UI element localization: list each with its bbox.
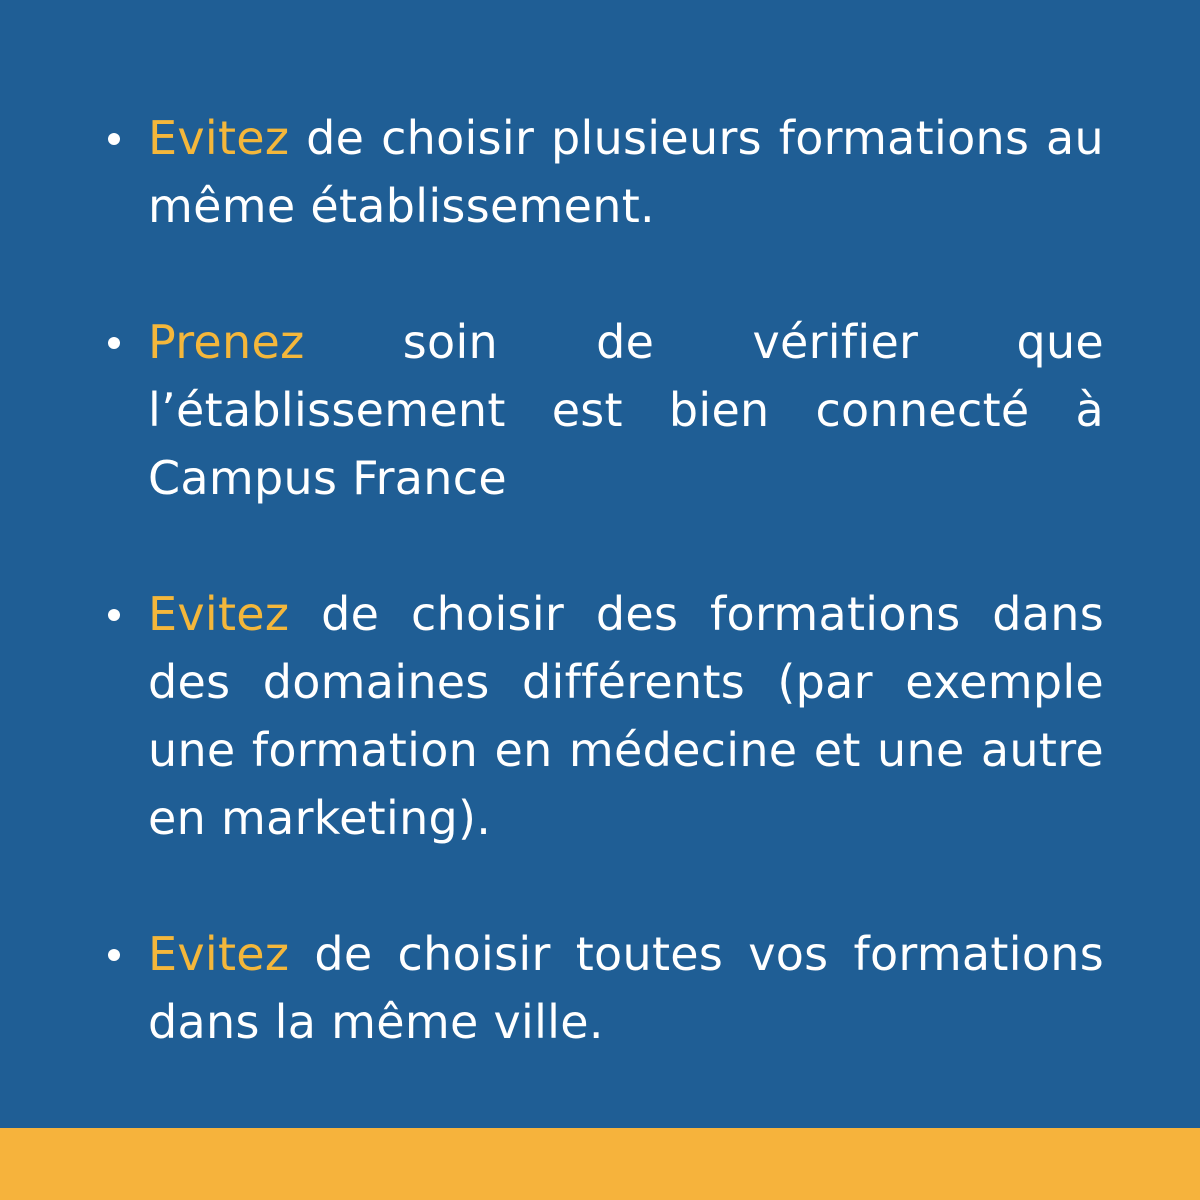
tip-highlight: Prenez [148, 315, 305, 369]
bullet-icon [108, 609, 120, 621]
tips-list [108, 104, 1104, 1056]
tip-highlight: Evitez [148, 111, 290, 165]
bullet-icon [108, 949, 120, 961]
tip-item [108, 580, 1104, 852]
tip-text: soin de vérifier que l’établissement est bien connecté à Campus France [148, 315, 1104, 505]
tip-item [108, 308, 1104, 512]
bullet-icon [108, 133, 120, 145]
tip-highlight: Evitez [148, 587, 290, 641]
tip-text: de choisir plusieurs formations au même établissement. [148, 111, 1104, 233]
tip-item [108, 104, 1104, 240]
tip-text: de choisir toutes vos formations dans la même ville. [148, 927, 1104, 1049]
footer-band [0, 1128, 1200, 1200]
tip-highlight: Evitez [148, 927, 290, 981]
tip-item [108, 920, 1104, 1056]
tip-text: de choisir des formations dans des domaines différents (par exemple une formation en médecine et une autre en marketing). [148, 587, 1104, 845]
bullet-icon [108, 337, 120, 349]
